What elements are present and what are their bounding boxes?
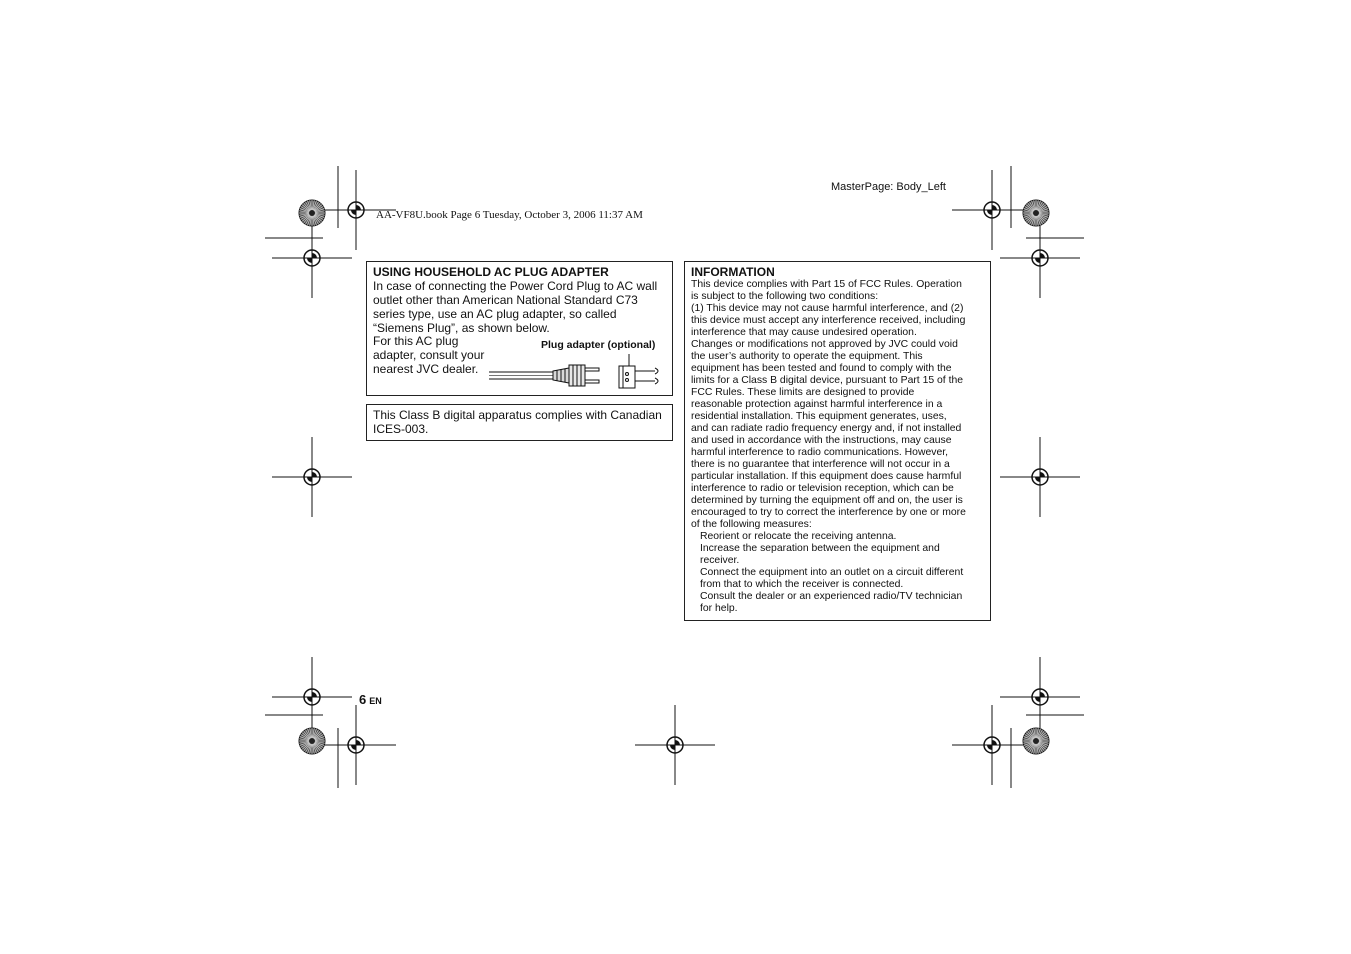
plug-adapter-heading: USING HOUSEHOLD AC PLUG ADAPTER [373, 265, 609, 279]
info-line: (1) This device may not cause harmful interference, and (2) [691, 303, 964, 314]
info-line: equipment has been tested and found to comply with the [691, 363, 952, 374]
measure-line: from that to which the receiver is connected. [700, 579, 904, 590]
information-heading: INFORMATION [691, 265, 775, 279]
registration-crosshair-icon [1000, 218, 1080, 298]
information-box [684, 261, 991, 621]
masterpage-label: MasterPage: Body_Left [831, 181, 946, 193]
measure-line: Reorient or relocate the receiving antenna. [700, 531, 897, 542]
color-calibration-star-icon [299, 728, 325, 754]
page-number [359, 692, 382, 707]
plug-adapter-illustration [489, 354, 665, 394]
body-line: In case of connecting the Power Cord Plug to AC wall [373, 279, 658, 293]
measure-line: Increase the separation between the equipment and [700, 543, 940, 554]
language-code: EN [369, 696, 382, 706]
info-line: residential installation. This equipment generates, uses, [691, 411, 947, 422]
info-line: interference that may cause undesired operation. [691, 327, 917, 338]
registration-crosshair-icon [272, 437, 352, 517]
body-line: “Siemens Plug”, as shown below. [373, 321, 550, 335]
registration-crosshair-icon [1000, 657, 1080, 737]
info-line: This device complies with Part 15 of FCC Rules. Operation [691, 279, 962, 290]
canada-line: ICES-003. [373, 422, 429, 436]
color-calibration-star-icon [1023, 200, 1049, 226]
info-line: limits for a Class B digital device, pursuant to Part 15 of the [691, 375, 964, 386]
color-calibration-star-icon [1023, 728, 1049, 754]
note-line: For this AC plug [373, 334, 459, 348]
registration-crosshair-icon [316, 705, 396, 785]
plug-adapter-box [366, 261, 673, 396]
info-line: and can radiate radio frequency energy and, if not installed [691, 423, 962, 434]
registration-crosshair-icon [272, 657, 352, 737]
registration-crosshair-icon [635, 705, 715, 785]
body-line: outlet other than American National Standard C73 [373, 293, 638, 307]
info-line: determined by turning the equipment off and on, the user is [691, 495, 963, 506]
measure-line: for help. [700, 603, 738, 614]
info-line: is subject to the following two conditions: [691, 291, 879, 302]
page-number-value: 6 [359, 692, 367, 707]
measures-list [691, 531, 984, 615]
body-line: series type, use an AC plug adapter, so called [373, 307, 617, 321]
information-body [691, 279, 984, 531]
info-line: this device must accept any interference received, including [691, 315, 966, 326]
info-line: interference to radio or television reception, which can be [691, 483, 954, 494]
plug-adapter-body [373, 279, 666, 335]
plug-adapter-caption: Plug adapter (optional) [541, 339, 656, 351]
book-info-line: AA-VF8U.book Page 6 Tuesday, October 3, 2006 11:37 AM [376, 209, 643, 221]
measure-line: Connect the equipment into an outlet on a circuit different [700, 567, 964, 578]
measure-line: receiver. [700, 555, 740, 566]
color-calibration-star-icon [299, 200, 325, 226]
info-line: Changes or modifications not approved by JVC could void [691, 339, 958, 350]
info-line: particular installation. If this equipment does cause harmful [691, 471, 962, 482]
note-line: nearest JVC dealer. [373, 362, 479, 376]
registration-crosshair-icon [952, 705, 1032, 785]
info-line: reasonable protection against harmful interference in a [691, 399, 943, 410]
canada-compliance-box [366, 404, 673, 441]
registration-crosshair-icon [1000, 437, 1080, 517]
registration-crosshair-icon [272, 218, 352, 298]
plug-adapter-note [373, 334, 489, 376]
canada-line: This Class B digital apparatus complies with Canadian [373, 408, 662, 422]
info-line: harmful interference to radio communications. However, [691, 447, 948, 458]
info-line: encouraged to try to correct the interference by one or more [691, 507, 966, 518]
info-line: of the following measures: [691, 519, 812, 530]
registration-crosshair-icon [952, 170, 1032, 250]
info-line: FCC Rules. These limits are designed to provide [691, 387, 915, 398]
info-line: there is no guarantee that interference will not occur in a [691, 459, 950, 470]
note-line: adapter, consult your [373, 348, 485, 362]
info-line: and used in accordance with the instructions, may cause [691, 435, 952, 446]
info-line: the user’s authority to operate the equipment. This [691, 351, 923, 362]
measure-line: Consult the dealer or an experienced radio/TV technician [700, 591, 963, 602]
